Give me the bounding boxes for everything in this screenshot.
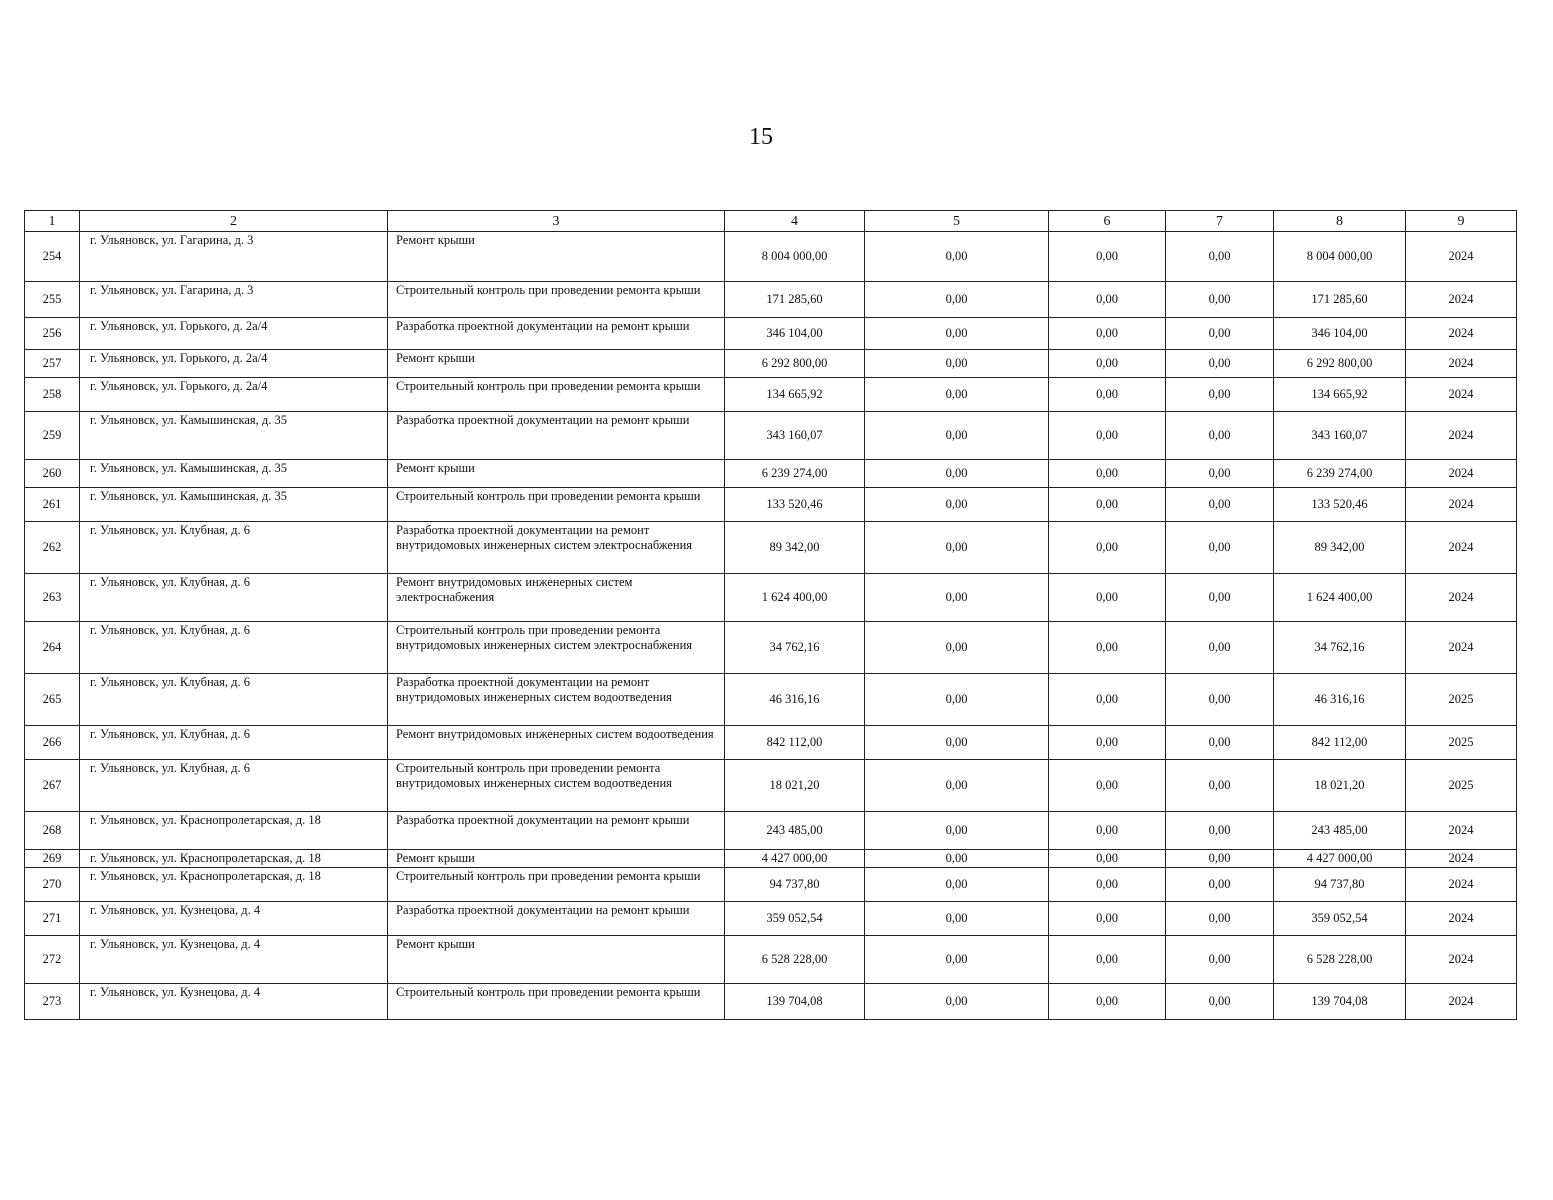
col5-value: 0,00 (865, 674, 1049, 726)
table-row (25, 984, 1517, 1020)
address-cell: г. Ульяновск, ул. Краснопролетарская, д. 18 (80, 868, 388, 902)
work-type-cell: Ремонт крыши (388, 232, 725, 282)
row-number: 272 (25, 936, 80, 984)
col7-value: 0,00 (1166, 812, 1274, 850)
col5-value: 0,00 (865, 318, 1049, 350)
col6-value: 0,00 (1049, 412, 1166, 460)
address-cell: г. Ульяновск, ул. Клубная, д. 6 (80, 674, 388, 726)
col7-value: 0,00 (1166, 522, 1274, 574)
table-row (25, 488, 1517, 522)
row-number: 270 (25, 868, 80, 902)
year-cell: 2024 (1406, 850, 1517, 868)
col6-value: 0,00 (1049, 378, 1166, 412)
col6-value: 0,00 (1049, 902, 1166, 936)
col6-value: 0,00 (1049, 812, 1166, 850)
col6-value: 0,00 (1049, 574, 1166, 622)
col5-value: 0,00 (865, 984, 1049, 1020)
col-header-5: 5 (865, 211, 1049, 232)
col4-value: 359 052,54 (725, 902, 865, 936)
year-cell: 2024 (1406, 574, 1517, 622)
col7-value: 0,00 (1166, 574, 1274, 622)
col4-value: 8 004 000,00 (725, 232, 865, 282)
col6-value: 0,00 (1049, 522, 1166, 574)
row-number: 264 (25, 622, 80, 674)
repair-schedule-table (24, 210, 1517, 1020)
year-cell: 2024 (1406, 282, 1517, 318)
table-row (25, 674, 1517, 726)
address-cell: г. Ульяновск, ул. Кузнецова, д. 4 (80, 936, 388, 984)
address-cell: г. Ульяновск, ул. Камышинская, д. 35 (80, 412, 388, 460)
year-cell: 2024 (1406, 488, 1517, 522)
col5-value: 0,00 (865, 622, 1049, 674)
col6-value: 0,00 (1049, 232, 1166, 282)
table-row (25, 522, 1517, 574)
work-type-cell: Строительный контроль при проведении ремонта крыши (388, 868, 725, 902)
year-cell: 2024 (1406, 868, 1517, 902)
work-type-cell: Разработка проектной документации на ремонт крыши (388, 412, 725, 460)
work-type-cell: Разработка проектной документации на ремонт крыши (388, 318, 725, 350)
year-cell: 2024 (1406, 412, 1517, 460)
address-cell: г. Ульяновск, ул. Кузнецова, д. 4 (80, 902, 388, 936)
col-header-2: 2 (80, 211, 388, 232)
work-type-cell: Разработка проектной документации на ремонт крыши (388, 812, 725, 850)
address-cell: г. Ульяновск, ул. Гагарина, д. 3 (80, 232, 388, 282)
year-cell: 2024 (1406, 622, 1517, 674)
col6-value: 0,00 (1049, 488, 1166, 522)
col5-value: 0,00 (865, 868, 1049, 902)
table-row (25, 622, 1517, 674)
table-row (25, 850, 1517, 868)
col6-value: 0,00 (1049, 726, 1166, 760)
col-header-7: 7 (1166, 211, 1274, 232)
col8-value: 133 520,46 (1274, 488, 1406, 522)
work-type-cell: Строительный контроль при проведении ремонта крыши (388, 984, 725, 1020)
col5-value: 0,00 (865, 936, 1049, 984)
col8-value: 4 427 000,00 (1274, 850, 1406, 868)
table-row (25, 350, 1517, 378)
col8-value: 46 316,16 (1274, 674, 1406, 726)
table-row (25, 812, 1517, 850)
work-type-cell: Ремонт внутридомовых инженерных систем электроснабжения (388, 574, 725, 622)
row-number: 271 (25, 902, 80, 936)
col-header-6: 6 (1049, 211, 1166, 232)
col4-value: 89 342,00 (725, 522, 865, 574)
work-type-cell: Разработка проектной документации на ремонт крыши (388, 902, 725, 936)
col8-value: 8 004 000,00 (1274, 232, 1406, 282)
work-type-cell: Строительный контроль при проведении ремонта внутридомовых инженерных систем водоотведения (388, 760, 725, 812)
col6-value: 0,00 (1049, 318, 1166, 350)
col7-value: 0,00 (1166, 760, 1274, 812)
col7-value: 0,00 (1166, 350, 1274, 378)
col8-value: 89 342,00 (1274, 522, 1406, 574)
table-row (25, 760, 1517, 812)
col8-value: 134 665,92 (1274, 378, 1406, 412)
year-cell: 2024 (1406, 318, 1517, 350)
row-number: 263 (25, 574, 80, 622)
col7-value: 0,00 (1166, 318, 1274, 350)
col8-value: 359 052,54 (1274, 902, 1406, 936)
col-header-8: 8 (1274, 211, 1406, 232)
row-number: 257 (25, 350, 80, 378)
col7-value: 0,00 (1166, 232, 1274, 282)
col6-value: 0,00 (1049, 868, 1166, 902)
col7-value: 0,00 (1166, 850, 1274, 868)
address-cell: г. Ульяновск, ул. Горького, д. 2а/4 (80, 350, 388, 378)
year-cell: 2024 (1406, 902, 1517, 936)
col5-value: 0,00 (865, 232, 1049, 282)
table-row (25, 282, 1517, 318)
address-cell: г. Ульяновск, ул. Кузнецова, д. 4 (80, 984, 388, 1020)
row-number: 273 (25, 984, 80, 1020)
col7-value: 0,00 (1166, 412, 1274, 460)
address-cell: г. Ульяновск, ул. Клубная, д. 6 (80, 760, 388, 812)
row-number: 267 (25, 760, 80, 812)
col4-value: 94 737,80 (725, 868, 865, 902)
col6-value: 0,00 (1049, 760, 1166, 812)
col6-value: 0,00 (1049, 622, 1166, 674)
address-cell: г. Ульяновск, ул. Краснопролетарская, д. 18 (80, 850, 388, 868)
col7-value: 0,00 (1166, 674, 1274, 726)
col4-value: 4 427 000,00 (725, 850, 865, 868)
year-cell: 2024 (1406, 522, 1517, 574)
col-header-9: 9 (1406, 211, 1517, 232)
col4-value: 1 624 400,00 (725, 574, 865, 622)
col4-value: 134 665,92 (725, 378, 865, 412)
table-row (25, 378, 1517, 412)
col5-value: 0,00 (865, 850, 1049, 868)
col6-value: 0,00 (1049, 350, 1166, 378)
year-cell: 2024 (1406, 378, 1517, 412)
col8-value: 1 624 400,00 (1274, 574, 1406, 622)
col5-value: 0,00 (865, 574, 1049, 622)
col4-value: 171 285,60 (725, 282, 865, 318)
year-cell: 2024 (1406, 232, 1517, 282)
year-cell: 2024 (1406, 812, 1517, 850)
table-row (25, 460, 1517, 488)
col5-value: 0,00 (865, 282, 1049, 318)
table-row (25, 318, 1517, 350)
year-cell: 2024 (1406, 460, 1517, 488)
col7-value: 0,00 (1166, 902, 1274, 936)
table-row (25, 412, 1517, 460)
col4-value: 6 239 274,00 (725, 460, 865, 488)
table-row (25, 232, 1517, 282)
col7-value: 0,00 (1166, 726, 1274, 760)
col5-value: 0,00 (865, 902, 1049, 936)
row-number: 258 (25, 378, 80, 412)
row-number: 261 (25, 488, 80, 522)
col6-value: 0,00 (1049, 282, 1166, 318)
work-type-cell: Ремонт крыши (388, 460, 725, 488)
year-cell: 2024 (1406, 936, 1517, 984)
col7-value: 0,00 (1166, 984, 1274, 1020)
table-header-row (25, 211, 1517, 232)
col-header-4: 4 (725, 211, 865, 232)
row-number: 256 (25, 318, 80, 350)
col4-value: 139 704,08 (725, 984, 865, 1020)
address-cell: г. Ульяновск, ул. Горького, д. 2а/4 (80, 318, 388, 350)
page-number: 15 (749, 124, 773, 150)
col5-value: 0,00 (865, 350, 1049, 378)
col5-value: 0,00 (865, 522, 1049, 574)
address-cell: г. Ульяновск, ул. Клубная, д. 6 (80, 574, 388, 622)
year-cell: 2025 (1406, 674, 1517, 726)
row-number: 255 (25, 282, 80, 318)
row-number: 269 (25, 850, 80, 868)
work-type-cell: Разработка проектной документации на ремонт внутридомовых инженерных систем водоотведения (388, 674, 725, 726)
table-body (25, 232, 1517, 1020)
col7-value: 0,00 (1166, 622, 1274, 674)
col8-value: 139 704,08 (1274, 984, 1406, 1020)
col4-value: 133 520,46 (725, 488, 865, 522)
col8-value: 18 021,20 (1274, 760, 1406, 812)
row-number: 260 (25, 460, 80, 488)
address-cell: г. Ульяновск, ул. Камышинская, д. 35 (80, 460, 388, 488)
col-header-3: 3 (388, 211, 725, 232)
table-row (25, 868, 1517, 902)
row-number: 266 (25, 726, 80, 760)
work-type-cell: Строительный контроль при проведении ремонта крыши (388, 488, 725, 522)
col6-value: 0,00 (1049, 674, 1166, 726)
col4-value: 343 160,07 (725, 412, 865, 460)
col5-value: 0,00 (865, 812, 1049, 850)
address-cell: г. Ульяновск, ул. Клубная, д. 6 (80, 622, 388, 674)
row-number: 268 (25, 812, 80, 850)
table-row (25, 574, 1517, 622)
year-cell: 2024 (1406, 984, 1517, 1020)
work-type-cell: Строительный контроль при проведении ремонта внутридомовых инженерных систем электроснабжения (388, 622, 725, 674)
col7-value: 0,00 (1166, 868, 1274, 902)
col6-value: 0,00 (1049, 984, 1166, 1020)
col4-value: 6 528 228,00 (725, 936, 865, 984)
col5-value: 0,00 (865, 378, 1049, 412)
table-row (25, 902, 1517, 936)
address-cell: г. Ульяновск, ул. Клубная, д. 6 (80, 522, 388, 574)
address-cell: г. Ульяновск, ул. Клубная, д. 6 (80, 726, 388, 760)
col8-value: 6 528 228,00 (1274, 936, 1406, 984)
work-type-cell: Ремонт крыши (388, 936, 725, 984)
col4-value: 346 104,00 (725, 318, 865, 350)
col8-value: 6 292 800,00 (1274, 350, 1406, 378)
col8-value: 171 285,60 (1274, 282, 1406, 318)
work-type-cell: Ремонт внутридомовых инженерных систем водоотведения (388, 726, 725, 760)
col8-value: 94 737,80 (1274, 868, 1406, 902)
year-cell: 2024 (1406, 350, 1517, 378)
table-row (25, 726, 1517, 760)
work-type-cell: Ремонт крыши (388, 850, 725, 868)
col4-value: 6 292 800,00 (725, 350, 865, 378)
col4-value: 46 316,16 (725, 674, 865, 726)
col5-value: 0,00 (865, 412, 1049, 460)
col-header-1: 1 (25, 211, 80, 232)
col8-value: 842 112,00 (1274, 726, 1406, 760)
col8-value: 6 239 274,00 (1274, 460, 1406, 488)
table-row (25, 936, 1517, 984)
year-cell: 2025 (1406, 726, 1517, 760)
year-cell: 2025 (1406, 760, 1517, 812)
address-cell: г. Ульяновск, ул. Гагарина, д. 3 (80, 282, 388, 318)
col6-value: 0,00 (1049, 850, 1166, 868)
col6-value: 0,00 (1049, 936, 1166, 984)
col7-value: 0,00 (1166, 460, 1274, 488)
address-cell: г. Ульяновск, ул. Горького, д. 2а/4 (80, 378, 388, 412)
row-number: 262 (25, 522, 80, 574)
work-type-cell: Ремонт крыши (388, 350, 725, 378)
work-type-cell: Строительный контроль при проведении ремонта крыши (388, 282, 725, 318)
col4-value: 18 021,20 (725, 760, 865, 812)
col7-value: 0,00 (1166, 936, 1274, 984)
col5-value: 0,00 (865, 460, 1049, 488)
col6-value: 0,00 (1049, 460, 1166, 488)
col7-value: 0,00 (1166, 488, 1274, 522)
col8-value: 346 104,00 (1274, 318, 1406, 350)
row-number: 254 (25, 232, 80, 282)
col7-value: 0,00 (1166, 282, 1274, 318)
col5-value: 0,00 (865, 726, 1049, 760)
work-type-cell: Разработка проектной документации на ремонт внутридомовых инженерных систем электроснабжения (388, 522, 725, 574)
col7-value: 0,00 (1166, 378, 1274, 412)
col5-value: 0,00 (865, 488, 1049, 522)
col4-value: 34 762,16 (725, 622, 865, 674)
col8-value: 343 160,07 (1274, 412, 1406, 460)
col4-value: 243 485,00 (725, 812, 865, 850)
address-cell: г. Ульяновск, ул. Краснопролетарская, д. 18 (80, 812, 388, 850)
row-number: 265 (25, 674, 80, 726)
col8-value: 243 485,00 (1274, 812, 1406, 850)
row-number: 259 (25, 412, 80, 460)
work-type-cell: Строительный контроль при проведении ремонта крыши (388, 378, 725, 412)
col4-value: 842 112,00 (725, 726, 865, 760)
col5-value: 0,00 (865, 760, 1049, 812)
address-cell: г. Ульяновск, ул. Камышинская, д. 35 (80, 488, 388, 522)
col8-value: 34 762,16 (1274, 622, 1406, 674)
